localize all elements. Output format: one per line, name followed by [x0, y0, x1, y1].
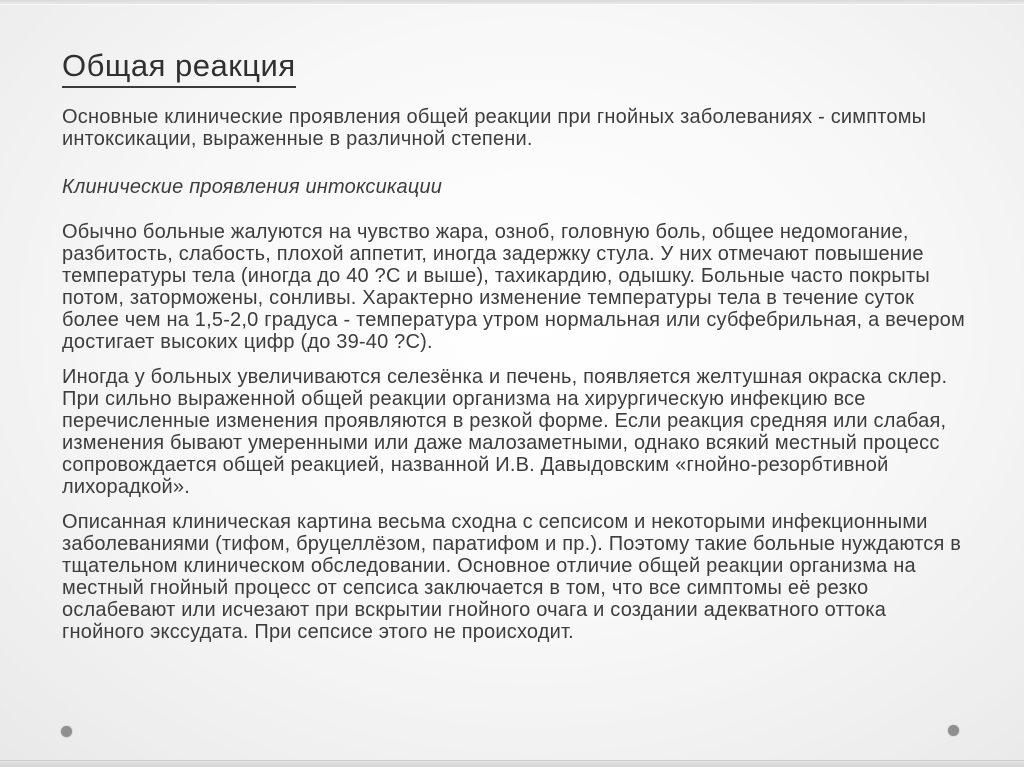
sepsis-paragraph: Описанная клиническая картина весьма сходна с сепсисом и некоторыми инфекционными заболеваниями (тифом, бруцеллёзом, паратифом и пр.). Поэтому такие больные нуждаются в тщательном клиническом обследовании. Основное отличие общей реакции организма на местный гнойный процесс от сепсиса заключается в том, что все симптомы её резко ослабевают или исчезают при вскрытии гнойного очага и создании адекватного оттока гнойного экссудата. При сепсисе этого не происходит. — [62, 511, 962, 643]
slide-title-text: Общая реакция — [62, 48, 296, 88]
slide-bottom-edge — [0, 760, 1024, 767]
subheading: Клинические проявления интоксикации — [62, 176, 443, 198]
organs-paragraph: Иногда у больных увеличиваются селезёнка и печень, появляется желтушная окраска склер. При сильно выраженной общей реакции организма на хирургическую инфекцию все перечисленные изменения проявляются в резкой форме. Если реакция средняя или слабая, изменения бывают умеренными или даже малозаметными, однако всякий местный процесс сопровождается общей реакцией, названной И.В. Давыдовским «гнойно-резорбтивной лихорадкой». — [62, 366, 948, 498]
intro-paragraph: Основные клинические проявления общей реакции при гнойных заболеваниях - симптомы интоксикации, выраженные в различной степени. — [62, 106, 927, 150]
slide-top-edge — [0, 0, 1024, 5]
slide-title — [62, 48, 296, 84]
decorative-dot-left — [61, 726, 72, 737]
symptoms-paragraph: Обычно больные жалуются на чувство жара, озноб, головную боль, общее недомогание, разбитость, слабость, плохой аппетит, иногда задержку стула. У них отмечают повышение температуры тела (иногда до 40 ?С и выше), тахикардию, одышку. Больные часто покрыты потом, заторможены, сонливы. Характерно изменение температуры тела в течение суток более чем на 1,5-2,0 градуса - температура утром нормальная или субфебрильная, а вечером достигает высоких цифр (до 39-40 ?С). — [62, 221, 965, 353]
decorative-dot-right — [948, 725, 959, 736]
